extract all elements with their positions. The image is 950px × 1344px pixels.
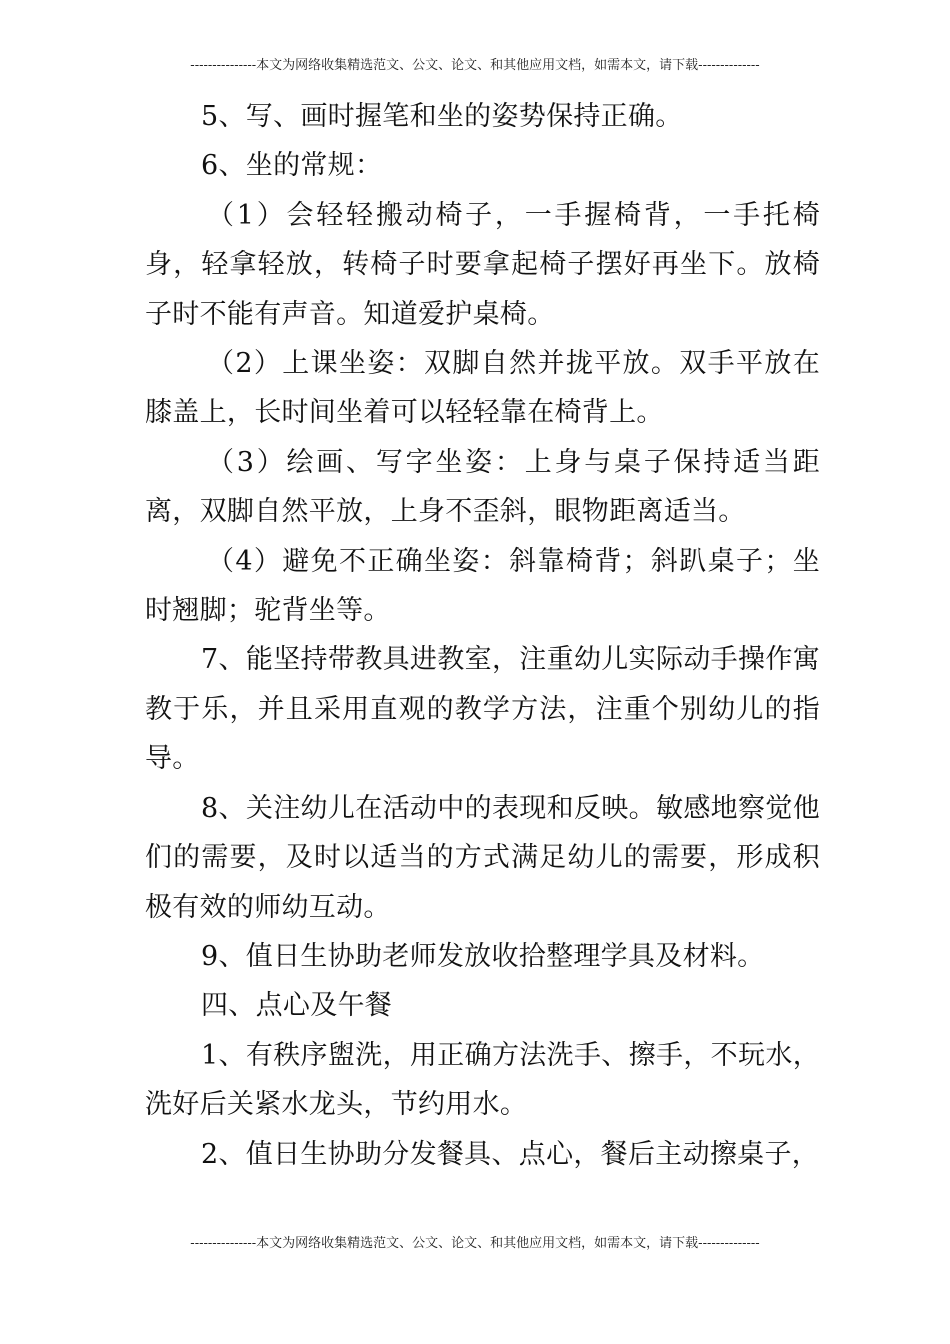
page-footer: ---------------本文为网络收集精选范文、公文、论文、和其他应用文档，如需本文，请下载-------------- — [190, 1236, 760, 1251]
section-heading: 四、点心及午餐 — [201, 990, 393, 1022]
page-header: ---------------本文为网络收集精选范文、公文、论文、和其他应用文档，如需本文，请下载-------------- — [190, 58, 760, 73]
paragraph-sub-3: （3）绘画、写字坐姿：上身与桌子保持适当距离，双脚自然平放，上身不歪斜，眼物距离适当。 — [145, 446, 820, 528]
paragraph-item-6: 6、坐的常规： — [201, 150, 383, 182]
paragraph-sub-4: （4）避免不正确坐姿：斜靠椅背；斜趴桌子；坐时翘脚；驼背坐等。 — [145, 545, 820, 627]
paragraph-item-9: 9、值日生协助老师发放收拾整理学具及材料。 — [201, 940, 765, 972]
paragraph-item-5: 5、写、画时握笔和坐的姿势保持正确。 — [201, 101, 683, 132]
paragraph-item-1: 1、有秩序盥洗，用正确方法洗手、擦手，不玩水，洗好后关紧水龙头，节约用水。 — [145, 1039, 820, 1121]
paragraph-item-7: 7、能坚持带教具进教室，注重幼儿实际动手操作寓教于乐，并且采用直观的教学方法，注重个别幼儿的指导。 — [145, 644, 820, 775]
paragraph-item-8: 8、关注幼儿在活动中的表现和反映。敏感地察觉他们的需要，及时以适当的方式满足幼儿的需要，形成积极有效的师幼互动。 — [145, 792, 820, 923]
paragraph-sub-1: （1）会轻轻搬动椅子，一手握椅背，一手托椅身，轻拿轻放，转椅子时要拿起椅子摆好再坐下。放椅子时不能有声音。知道爱护桌椅。 — [145, 199, 820, 330]
paragraph-sub-2: （2）上课坐姿：双脚自然并拢平放。双手平放在膝盖上，长时间坐着可以轻轻靠在椅背上。 — [145, 348, 820, 429]
document-body — [145, 92, 820, 1179]
paragraph-item-2: 2、值日生协助分发餐具、点心，餐后主动擦桌子， — [201, 1138, 820, 1170]
